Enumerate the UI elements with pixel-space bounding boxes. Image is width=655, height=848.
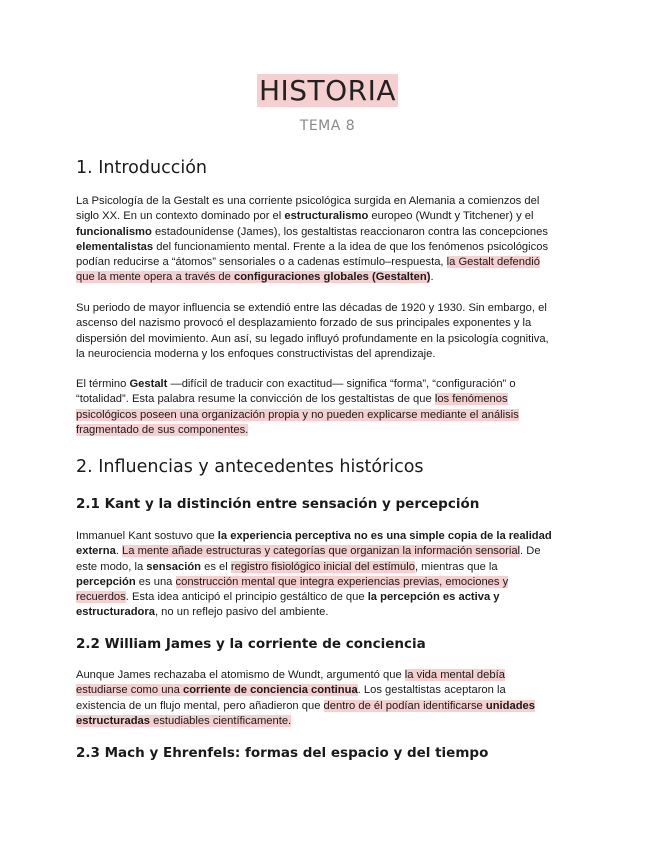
text-run: es una [135, 575, 176, 588]
text-run: , no un reflejo pasivo del ambiente. [154, 606, 329, 619]
text-run: “totalidad”. Esta palabra resume la convicción de los gestaltistas de que [76, 393, 435, 406]
highlighted-text: la vida mental debía [404, 669, 505, 681]
paragraph-line [76, 316, 580, 331]
highlighted-text: la Gestalt defendió [446, 256, 540, 269]
highlighted-text: registro fisiológico inicial del estímulo [230, 560, 415, 573]
bold-text: estructuradora [76, 606, 155, 619]
paragraph-line [76, 392, 580, 407]
text-run: , mientras que la [414, 560, 498, 573]
paragraph-line [76, 575, 580, 590]
text-run: existencia de un flujo mental, pero añadieron que [76, 699, 324, 712]
section-heading-influencias: 2. Influencias y antecedentes históricos [76, 457, 424, 477]
paragraph-line [76, 377, 580, 392]
paragraph-line [76, 605, 580, 620]
highlighted-text: recuerdos [76, 591, 126, 604]
highlighted-text: dentro de él podían identificarse [323, 699, 486, 712]
paragraph-line [76, 255, 580, 270]
text-run: ascenso del nazismo provocó el desplazamiento forzado de sus principales exponentes y la [76, 317, 532, 330]
paragraph-line [76, 423, 580, 438]
highlighted-text: corriente de conciencia continua [182, 684, 358, 697]
paragraph-line [76, 699, 580, 714]
bold-text: Gestalt [129, 378, 168, 390]
bold-text: elementalistas [76, 240, 154, 253]
text-run: siglo XX. En un contexto dominado por el [76, 210, 285, 223]
highlighted-text: estructuradas [76, 714, 150, 727]
paragraph-kant [76, 529, 580, 621]
bold-text: funcionalismo [76, 225, 152, 238]
bold-text: la percepción es activa y [367, 591, 500, 604]
text-run: dispersión del movimiento. Aun así, su legado influyó profundamente en la psicología cognitiva, [76, 332, 549, 345]
text-run: Immanuel Kant sostuvo que [76, 530, 218, 542]
highlighted-text: los fenómenos [434, 393, 508, 406]
bold-text: sensación [146, 560, 202, 573]
text-run: este modo, la [76, 560, 147, 573]
text-run: —difícil de traducir con exactitud— significa “forma”, “configuración” o [167, 378, 516, 390]
text-run: . [430, 271, 434, 284]
text-run: . Los gestaltistas aceptaron la [357, 684, 506, 697]
paragraph-line [76, 301, 580, 316]
highlighted-text: La mente añade estructuras y categorías que organizan la información sensorial [122, 545, 521, 558]
paragraph-james [76, 668, 580, 729]
bold-text: estructuralismo [284, 210, 369, 223]
paragraph-line [76, 194, 580, 209]
paragraph-line [76, 714, 580, 729]
text-run: Aunque James rechazaba el atomismo de Wundt, argumentó que [76, 669, 405, 681]
text-run: europeo (Wundt y Titchener) y el [368, 210, 534, 223]
text-run: . Esta idea anticipó el principio gestáltico de que [125, 591, 368, 604]
text-run: . [115, 545, 123, 558]
paragraph-line [76, 544, 580, 559]
document-subtitle: TEMA 8 [299, 118, 356, 134]
text-run: Su periodo de mayor influencia se extendió entre las décadas de 1920 y 1930. Sin embargo, el [76, 302, 547, 314]
paragraph-line [76, 270, 580, 285]
bold-text: percepción [76, 575, 136, 588]
subsection-heading-james: 2.2 William James y la corriente de conciencia [76, 636, 426, 652]
paragraph-line [76, 683, 580, 698]
highlighted-text: que la mente opera a través de [76, 271, 234, 284]
subsection-heading-kant: 2.1 Kant y la distinción entre sensación y percepción [76, 496, 480, 512]
text-run: es el [201, 560, 231, 573]
bold-text: externa [76, 545, 116, 558]
paragraph-intro-2 [76, 301, 580, 362]
paragraph-intro-1 [76, 194, 580, 286]
paragraph-line [76, 240, 580, 255]
highlighted-text: psicológicos poseen una organización propia y no pueden explicarse mediante el análisis [76, 408, 519, 421]
bold-text: la experiencia perceptiva no es una simple copia de la realidad [217, 530, 552, 542]
section-heading-introduccion: 1. Introducción [76, 158, 207, 178]
paragraph-line [76, 668, 580, 683]
text-run: La Psicología de la Gestalt es una corriente psicológica surgida en Alemania a comienzos del [76, 195, 540, 207]
subsection-heading-mach-ehrenfels: 2.3 Mach y Ehrenfels: formas del espacio y del tiempo [76, 745, 489, 761]
paragraph-line [76, 408, 580, 423]
paragraph-line [76, 347, 580, 362]
highlighted-text: construcción mental que integra experiencias previas, emociones y [175, 575, 509, 588]
paragraph-line [76, 332, 580, 347]
highlighted-text: configuraciones globales (Gestalten) [233, 271, 431, 284]
paragraph-intro-3 [76, 377, 580, 438]
text-run: podían reducirse a “átomos” sensoriales o a cadenas estímulo–respuesta, [76, 256, 447, 269]
paragraph-line [76, 209, 580, 224]
highlighted-text: unidades [485, 699, 535, 712]
paragraph-line [76, 529, 580, 544]
paragraph-line [76, 225, 580, 240]
document-title: HISTORIA [258, 74, 397, 107]
text-run: la neurociencia moderna y los enfoques constructivistas del aprendizaje. [76, 347, 436, 360]
text-run: El término [76, 378, 130, 390]
text-run: . De [520, 545, 541, 558]
text-run: estadounidense (James), los gestaltistas reaccionaron contra las concepciones [151, 225, 548, 238]
highlighted-text: estudiarse como una [76, 684, 183, 697]
paragraph-line [76, 560, 580, 575]
text-run: del funcionamiento mental. Frente a la idea de que los fenómenos psicológicos [153, 240, 549, 253]
paragraph-line [76, 590, 580, 605]
highlighted-text: fragmentado de sus componentes. [76, 423, 249, 436]
highlighted-text: estudiables científicamente. [150, 714, 292, 727]
